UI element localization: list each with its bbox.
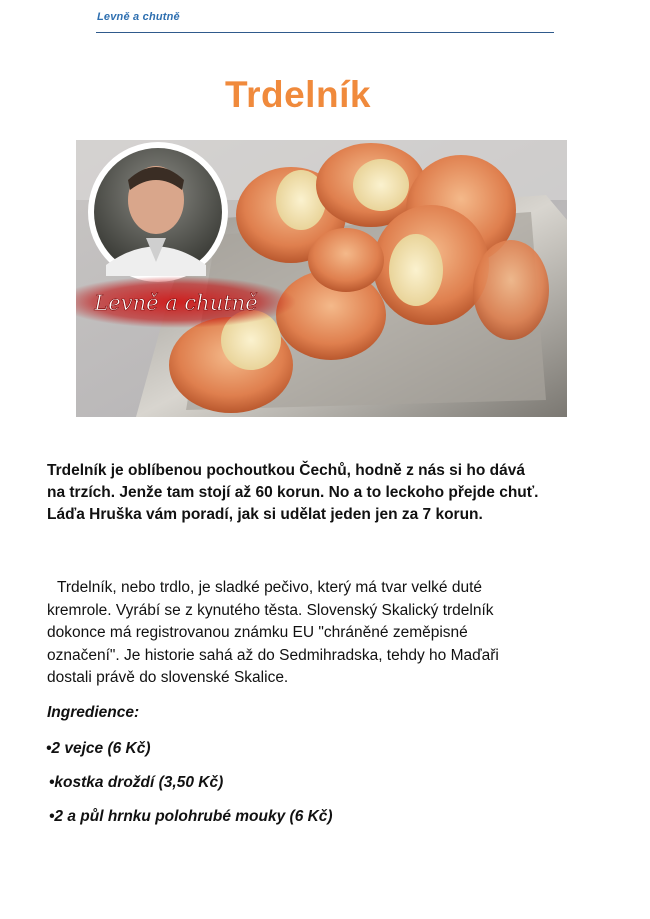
ingredients-heading: Ingredience: [47,704,140,721]
lead-paragraph [47,460,627,526]
header-text: Levně a chutně [97,11,180,23]
ingredient-item: •2 a půl hrnku polohrubé mouky (6 Kč) [49,808,333,825]
body-line: dostali právě do slovenské Skalice. [47,669,289,686]
ingredients-list [46,738,333,840]
lead-line: na trzích. Jenže tam stojí až 60 korun. No a to leckoho přejde chuť. [47,484,539,501]
photo-overlay-text: Levně a chutně [94,291,258,315]
body-line: označení". Je historie sahá až do Sedmihradska, tehdy ho Maďaři [47,646,499,664]
body-line: kremrole. Vyrábí se z kynutého těsta. Slovenský Skalický trdelník [47,601,494,619]
body-line: dokonce má registrovanou známku EU "chráněné zeměpisné [47,624,468,641]
body-paragraph [47,577,567,690]
article-photo [76,140,567,417]
body-line: Trdelník, nebo trdlo, je sladké pečivo, který má tvar velké duté [57,579,483,596]
page-header [96,9,554,33]
ingredient-item: •2 vejce (6 Kč) [46,740,151,757]
lead-line: Láďa Hruška vám poradí, jak si udělat jeden jen za 7 korun. [47,506,483,523]
ingredient-item: •kostka droždí (3,50 Kč) [49,774,224,791]
lead-line: Trdelník je oblíbenou pochoutkou Čechů, hodně z nás si ho dává [47,462,525,479]
article-title: Trdelník [225,74,371,115]
